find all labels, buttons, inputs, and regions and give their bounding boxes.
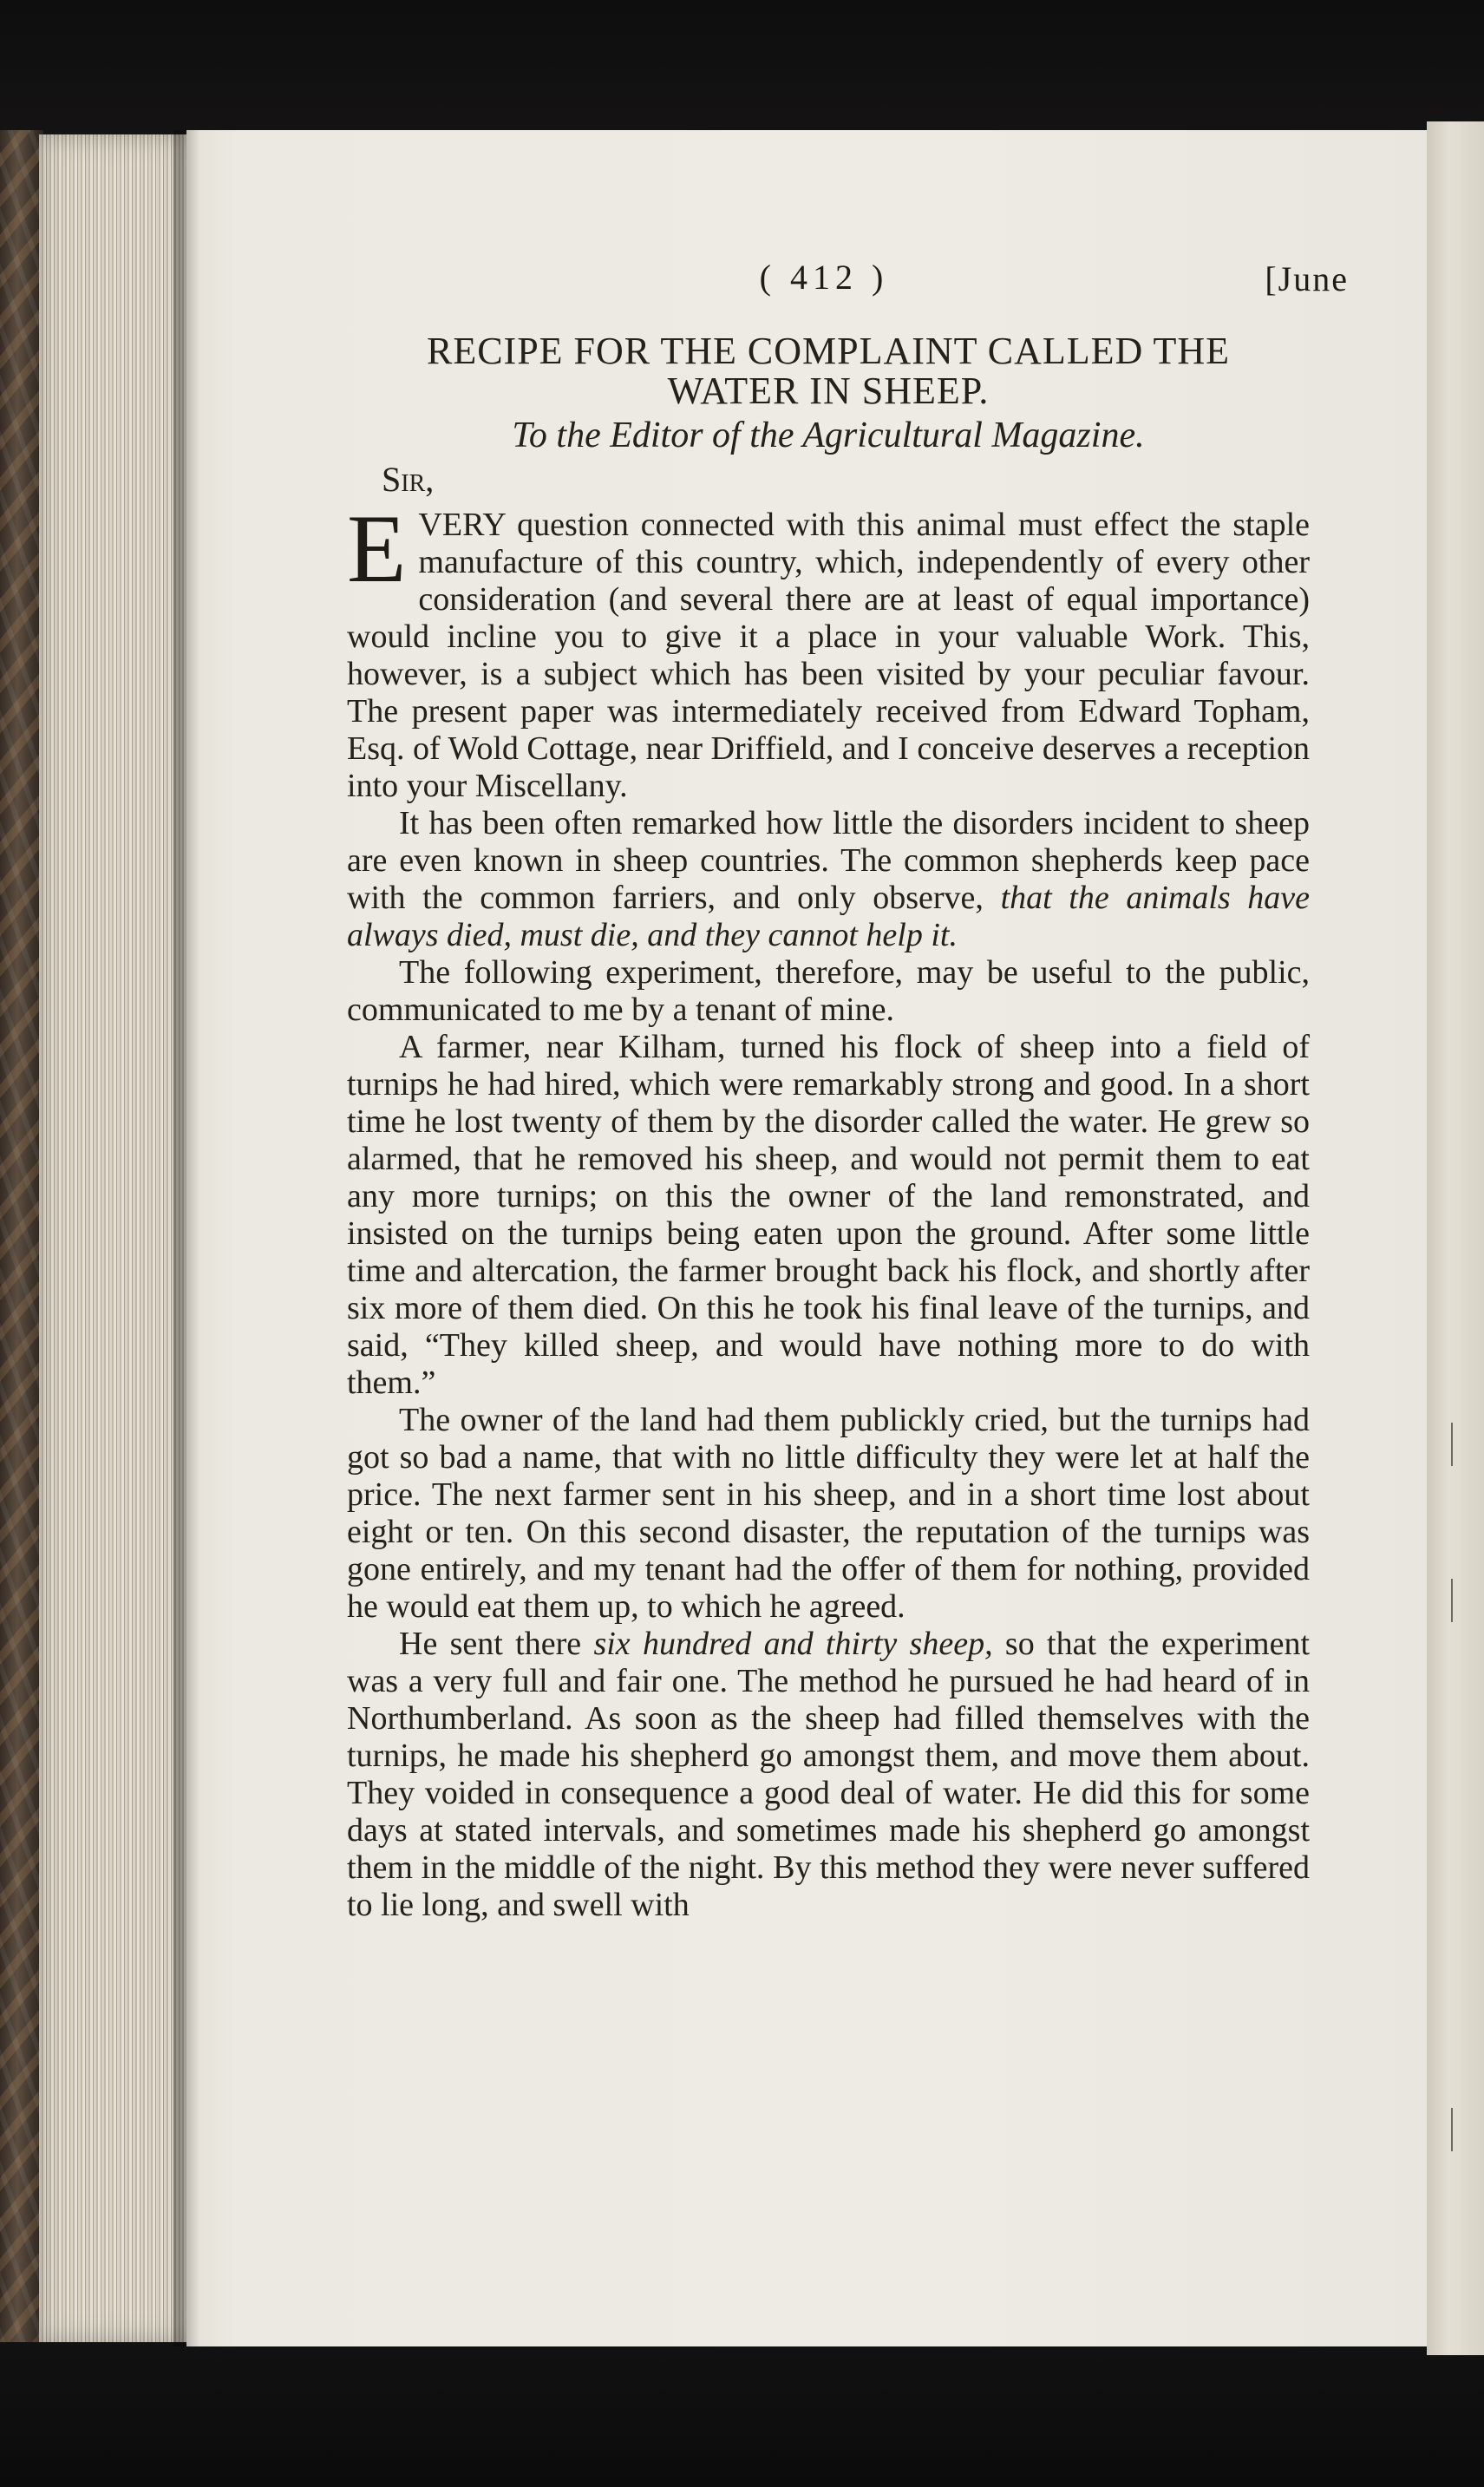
paragraph-1-text: VERY question connected with this animal must effect the staple manufacture of this country, which, independently of every other consideration (and several there are at least of equal importance) would incline you to give it a place in your valuable Work. This, however, is a subject which has been visited by your peculiar favour. The present paper was intermediately received from Edward Topham, Esq. of Wold Cottage, near Driffield, and I conceive deserves a reception into your Miscellany.	[347, 507, 1310, 804]
paragraph-6-lead: He sent there	[399, 1626, 582, 1662]
paragraph-2	[347, 805, 1310, 954]
paragraph-5: The owner of the land had them publickly cried, but the turnips had got so bad a name, that with no little difficulty they were let at half the price. The next farmer sent in his sheep, and in a short time lost about eight or ten. On this second disaster, the reputation of the turnips was gone entirely, and my tenant had the offer of them for nothing, provided he would eat them up, to which he agreed.	[347, 1402, 1310, 1625]
paragraph-1	[347, 495, 1310, 805]
article-title-line-1: RECIPE FOR THE COMPLAINT CALLED THE	[426, 330, 1231, 372]
paragraph-6	[347, 1626, 1310, 1924]
page-edges	[39, 134, 186, 2342]
facing-page-edge	[1427, 121, 1484, 2355]
facing-page-mark	[1451, 1423, 1453, 1466]
paragraph-2-text: It has been often remarked how little the disorders incident to sheep are even known in sheep countries. The common shepherds keep pace with the common farriers, and only observe,	[347, 805, 1310, 916]
addressee-line: To the Editor of the Agricultural Magazine.	[512, 416, 1145, 455]
page-number: ( 412 )	[759, 258, 889, 297]
paragraph-2-italic: that the animals have always died, must die, and they cannot help it.	[347, 880, 1311, 953]
paragraph-3: The following experiment, therefore, may be useful to the public, communicated to me by a tenant of mine.	[347, 954, 1310, 1028]
paragraph-4: A farmer, near Kilham, turned his flock of sheep into a field of turnips he had hired, which were remarkably strong and good. In a short time he lost twenty of them by the disorder called the water. He grew so alarmed, that he removed his sheep, and would not permit them to eat any more turnips; on this the owner of the land remonstrated, and insisted on the turnips being eaten upon the ground. After some little time and altercation, the farmer brought back his flock, and shortly after six more of them died. On this he took his final leave of the turnips, and said, “They killed sheep, and would have nothing more to do with them.”	[347, 1029, 1310, 1401]
salutation: Sir,	[382, 460, 435, 499]
paragraph-6-italic: six hundred and thirty sheep,	[593, 1626, 993, 1662]
article-body	[347, 331, 1310, 1924]
running-head	[186, 257, 1427, 300]
paragraph-6-text: so that the experiment was a very full and fair one. The method he pursued he had heard of in Northumberland. As soon as the sheep had filled themselves with the turnips, he made his shepherd go amongst them, and move them about. They voided in consequence a good deal of water. He did this for some days at stated intervals, and sometimes made his shepherd go amongst them in the middle of the night. By this method they were never suffered to lie long, and swell with	[347, 1626, 1311, 1923]
running-head-month: [June	[1265, 259, 1349, 298]
drop-cap: E	[347, 495, 407, 603]
facing-page-mark	[1451, 2108, 1453, 2151]
facing-page-mark	[1451, 1579, 1453, 1622]
marbled-edge	[0, 130, 43, 2342]
gutter-shadow	[173, 130, 199, 2346]
article-title-line-2: WATER IN SHEEP.	[667, 370, 990, 412]
